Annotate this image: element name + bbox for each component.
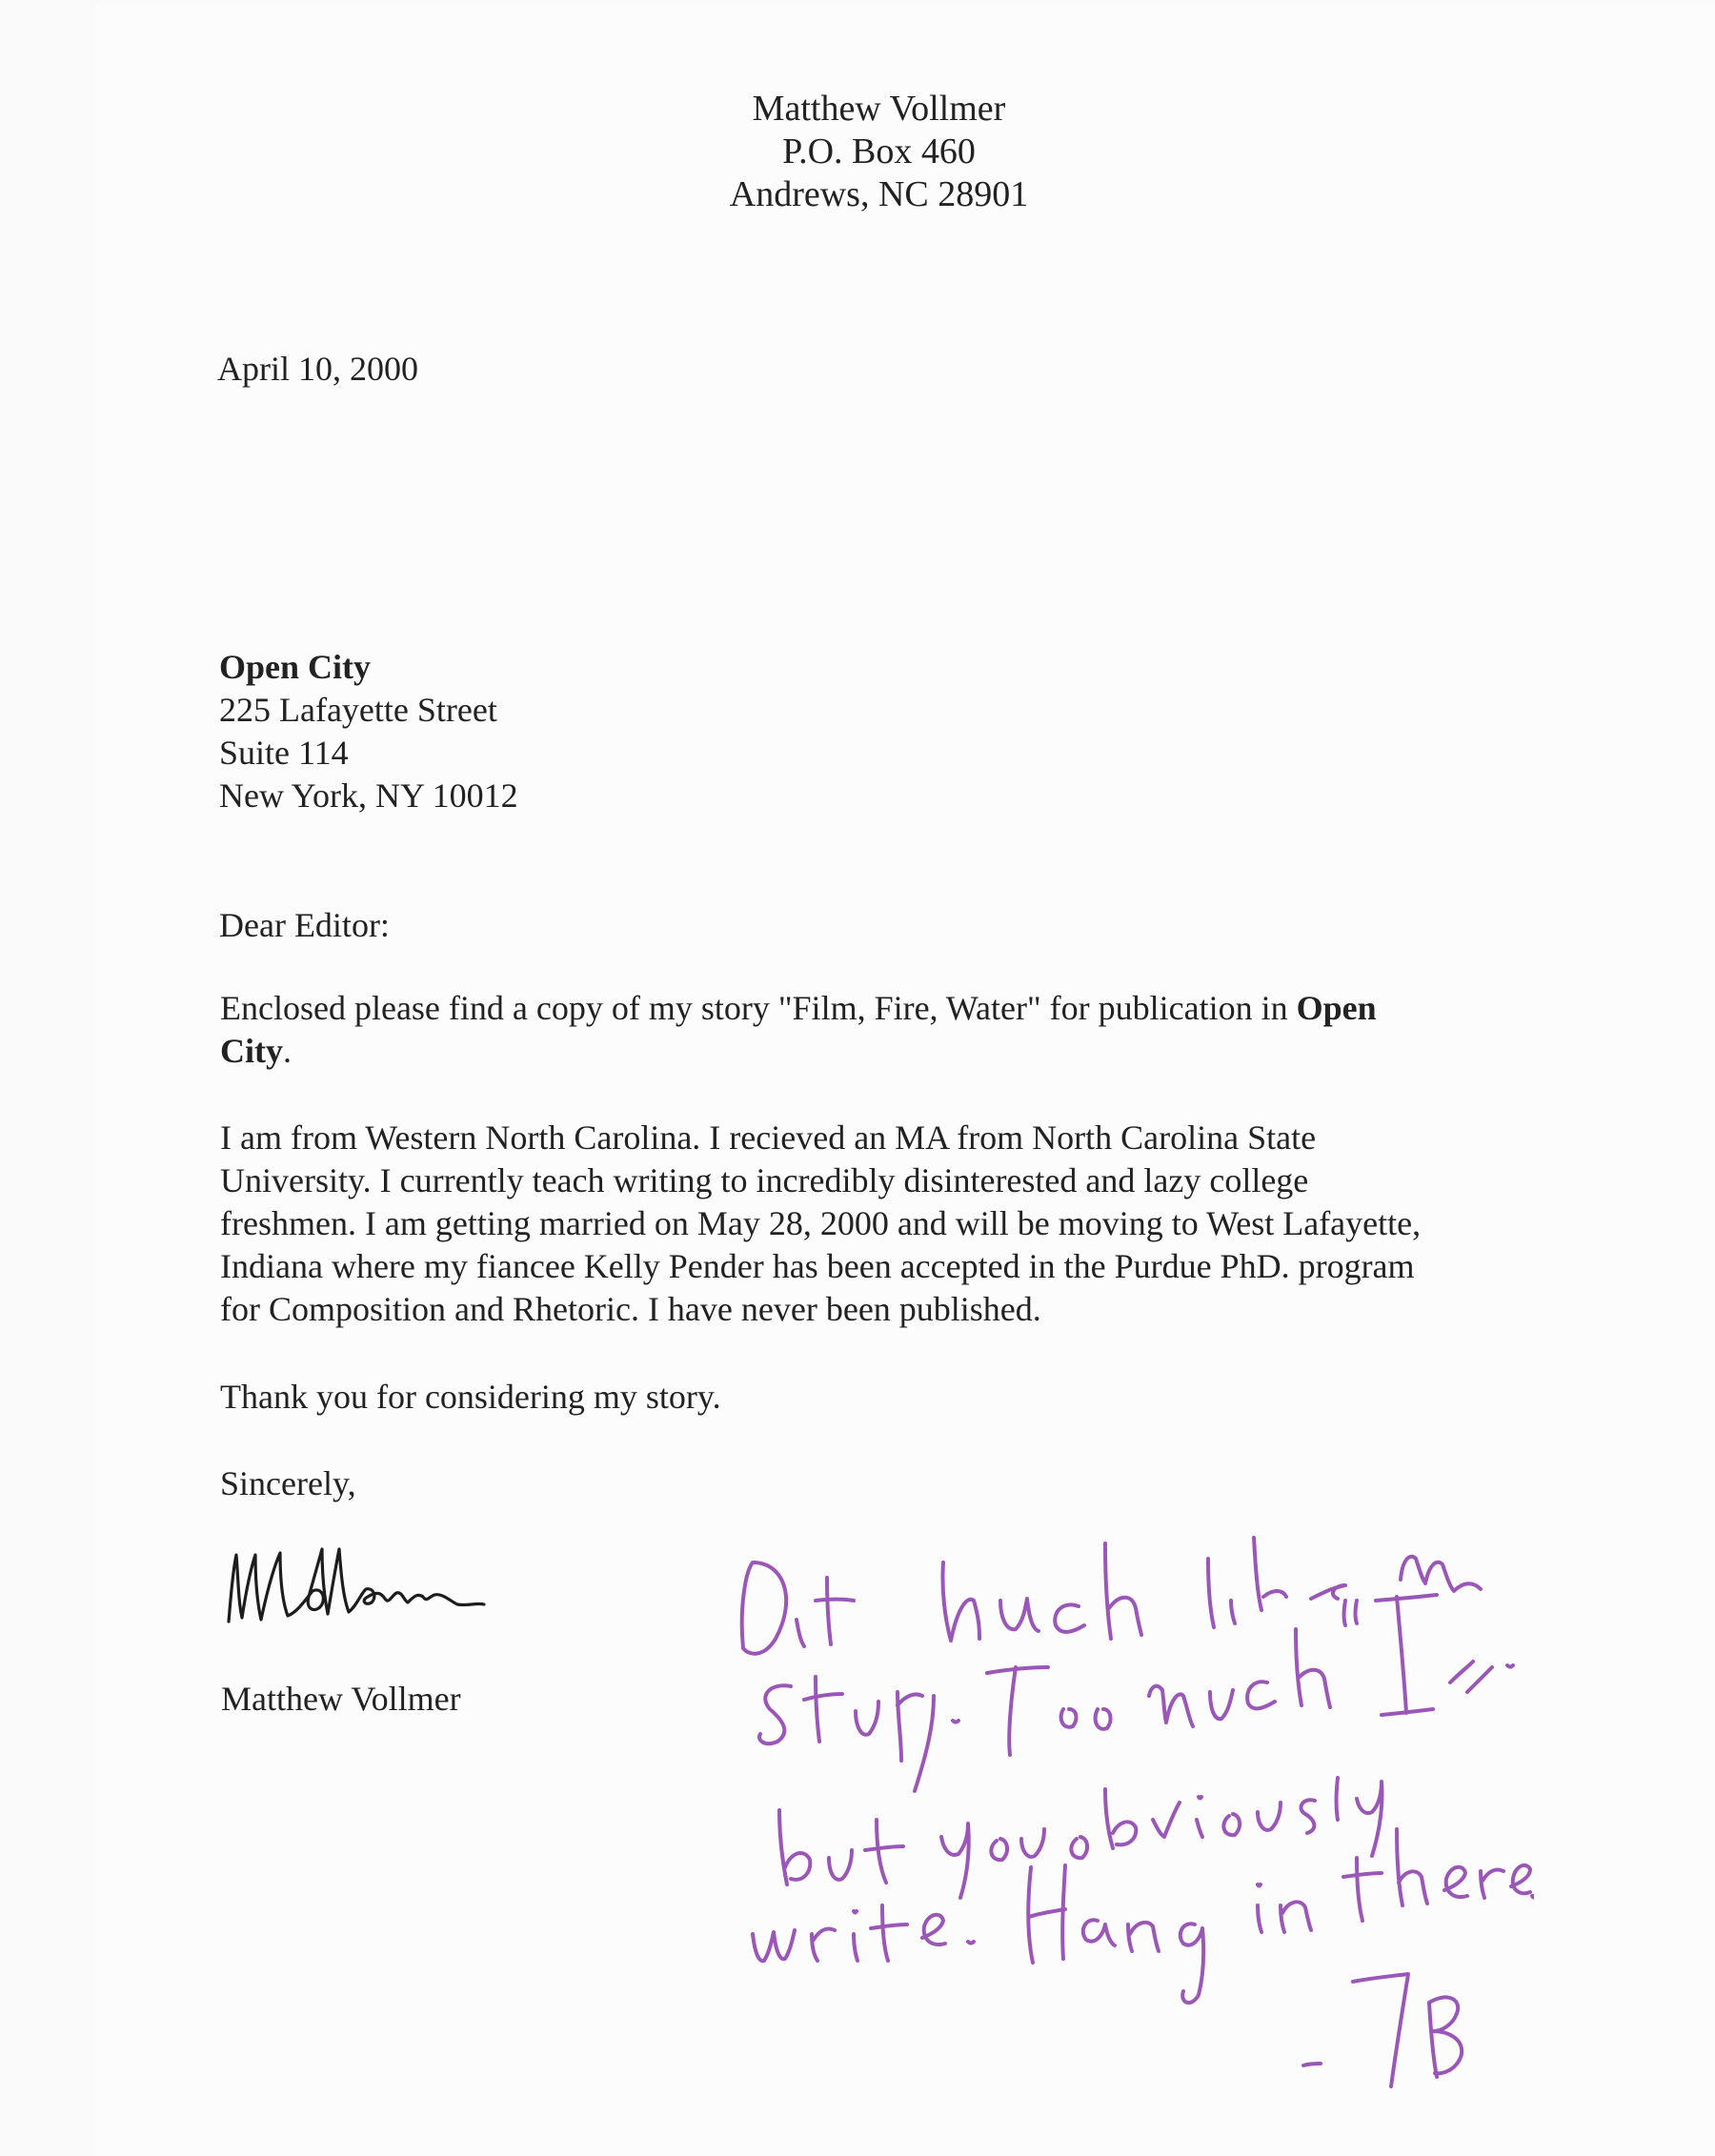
magazine-name-part2: City	[220, 1032, 283, 1070]
paragraph1-text: Enclosed please find a copy of my story "Film, Fire, Water" for publication in	[220, 989, 1297, 1027]
bio-line: Indiana where my fiancee Kelly Pender has been accepted in the Purdue PhD. program	[220, 1247, 1415, 1285]
paragraph1-period: .	[283, 1032, 292, 1070]
paragraph-thanks: Thank you for considering my story.	[220, 1378, 721, 1416]
sender-po-box: P.O. Box 460	[782, 131, 976, 171]
handwritten-note	[724, 1505, 1534, 2115]
sender-city: Andrews, NC 28901	[729, 174, 1029, 214]
paragraph-bio	[220, 1117, 1421, 1331]
handwritten-signature	[217, 1534, 494, 1639]
sender-block	[0, 88, 1715, 216]
bio-line: freshmen. I am getting married on May 28, 2000 and will be moving to West Lafayette,	[220, 1204, 1422, 1242]
sender-name: Matthew Vollmer	[752, 89, 1006, 129]
recipient-name: Open City	[219, 648, 372, 686]
bio-line: University. I currently teach writing to incredibly disinterested and lazy college	[220, 1161, 1309, 1199]
recipient-block	[219, 646, 518, 817]
signature-name: Matthew Vollmer	[221, 1680, 461, 1718]
magazine-name-part1: Open	[1296, 989, 1377, 1027]
bio-line: for Composition and Rhetoric. I have never been published.	[220, 1290, 1041, 1328]
closing: Sincerely,	[220, 1464, 356, 1502]
recipient-suite: Suite 114	[219, 734, 349, 772]
paragraph-enclosed	[220, 987, 1377, 1073]
recipient-city: New York, NY 10012	[219, 776, 518, 815]
bio-line: I am from Western North Carolina. I recieved an MA from North Carolina State	[220, 1118, 1317, 1157]
recipient-street: 225 Lafayette Street	[219, 691, 497, 729]
salutation: Dear Editor:	[219, 906, 390, 944]
letter-date: April 10, 2000	[217, 350, 418, 388]
